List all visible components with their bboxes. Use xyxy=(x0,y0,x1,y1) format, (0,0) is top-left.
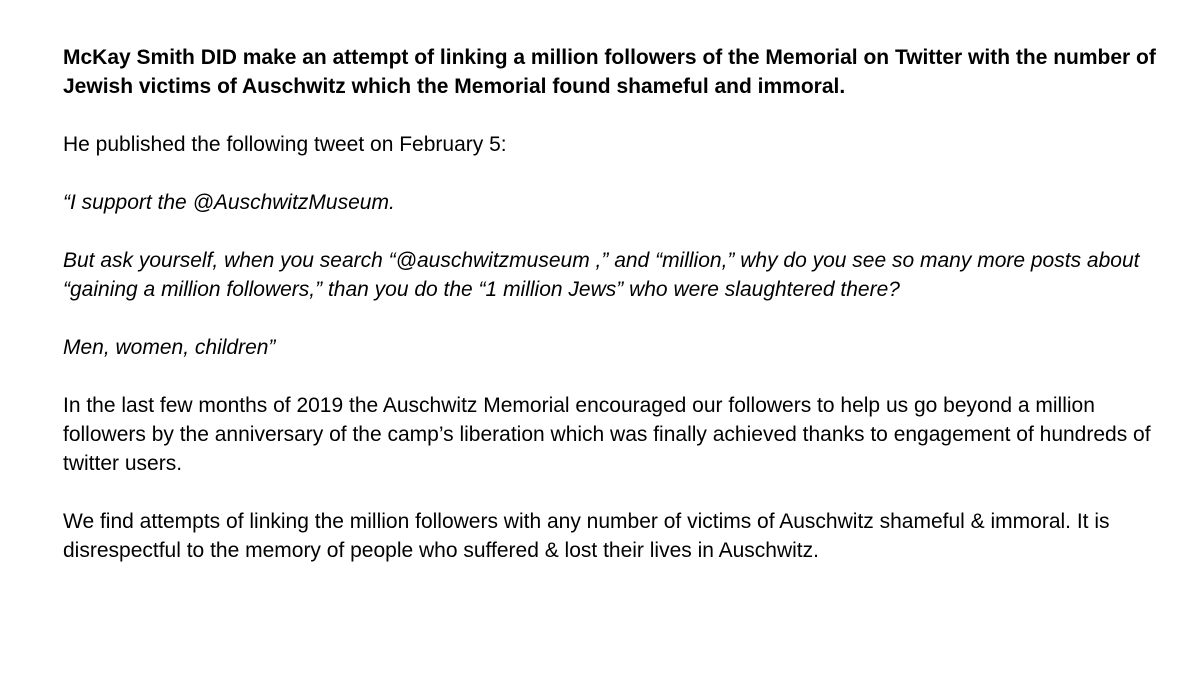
quoted-tweet-line-3: Men, women, children” xyxy=(63,336,276,359)
tweet-lead-paragraph: He published the following tweet on February 5: xyxy=(63,133,507,156)
context-paragraph: In the last few months of 2019 the Auschwitz Memorial encouraged our followers to help us go beyond a million followers by the anniversary of the camp’s liberation which was finally achieved thanks to engagement of hundreds of twitter users. xyxy=(63,394,1151,475)
conclusion-paragraph: We find attempts of linking the million followers with any number of victims of Auschwitz shameful & immoral. It is disrespectful to the memory of people who suffered & lost their lives in Auschwitz. xyxy=(63,510,1110,562)
intro-paragraph: McKay Smith DID make an attempt of linking a million followers of the Memorial on Twitter with the number of Jewish victims of Auschwitz which the Memorial found shameful and immoral. xyxy=(63,46,1156,98)
statement-document xyxy=(63,43,1163,594)
quoted-tweet-line-2: But ask yourself, when you search “@auschwitzmuseum ,” and “million,” why do you see so many more posts about “gaining a million followers,” than you do the “1 million Jews” who were slaughtered there? xyxy=(63,249,1140,301)
quoted-tweet-line-1: “I support the @AuschwitzMuseum. xyxy=(63,191,395,214)
